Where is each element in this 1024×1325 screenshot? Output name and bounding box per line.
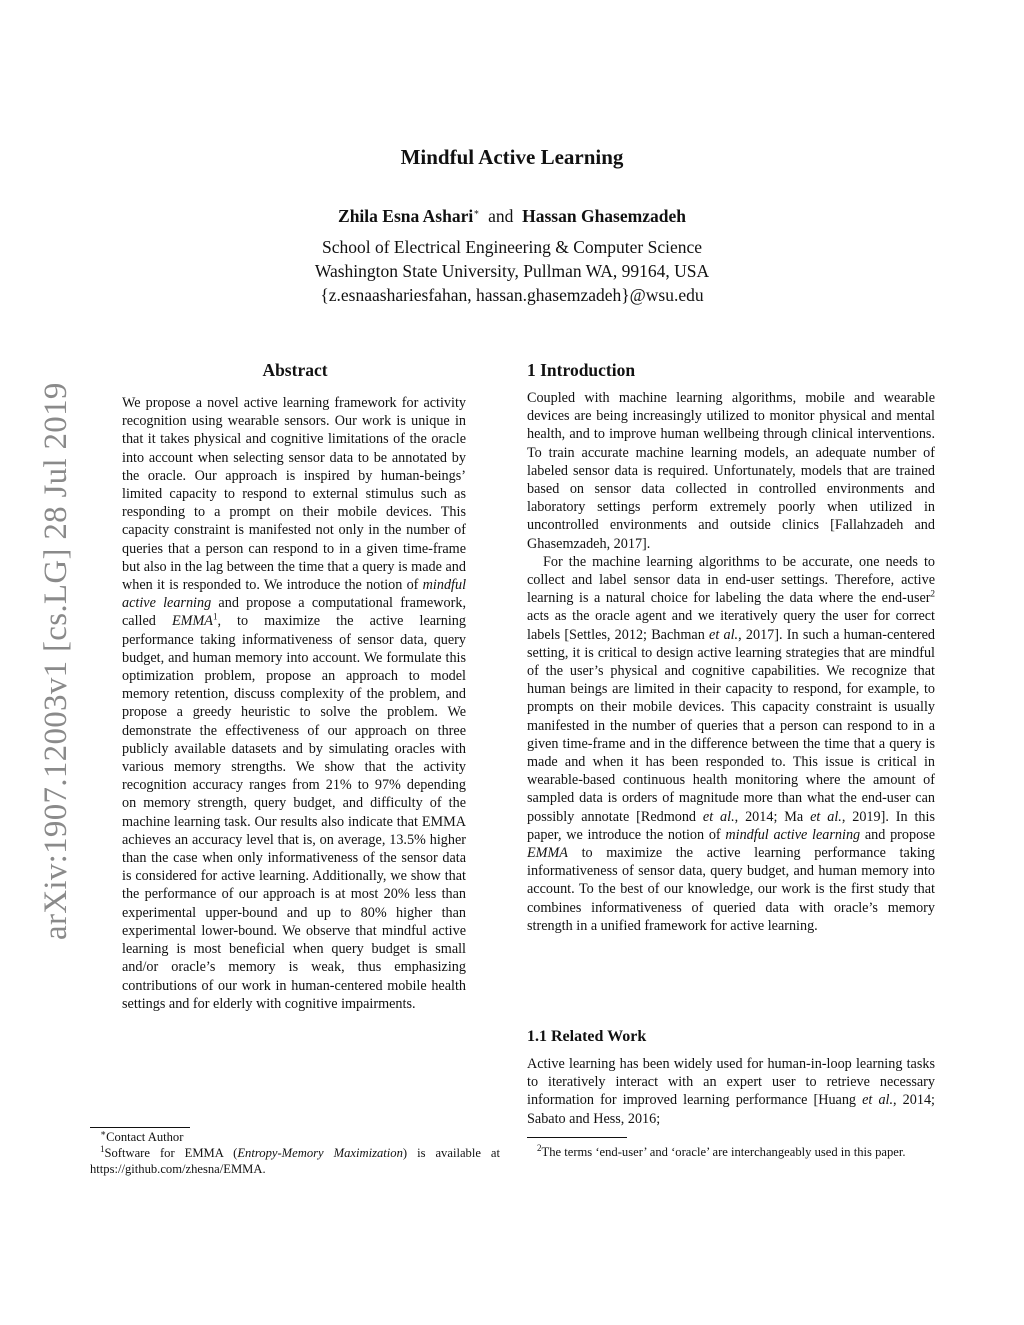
emphasis: et al. <box>709 626 739 643</box>
emphasis: et al. <box>702 808 735 825</box>
footnote-2: $^2$The terms ‘end-user’ and ‘oracle’ are interchangeably used in this paper. <box>537 1142 906 1159</box>
footnote-ref-1: 1 <box>212 611 218 622</box>
related-paragraph: Active learning has been widely used for human-in-loop learning tasks to iteratively interact with an expert user to retrieve necessary information for improved learning performance [Huang et al., 2014; Sabato and Hess, 2016; <box>527 1056 935 1127</box>
affiliation-line-2: Washington State University, Pullman WA, 99164, USA <box>314 261 710 281</box>
author-2: Hassan Ghasemzadeh <box>522 206 686 226</box>
affiliation-email: {z.esnaashariesfahan, hassan.ghasemzadeh}@wsu.edu <box>320 285 704 305</box>
footnote-ref-2: 2 <box>930 588 935 599</box>
paper-title: Mindful Active Learning <box>400 145 624 169</box>
emphasis: et al. <box>862 1092 894 1109</box>
affiliation-line-1: School of Electrical Engineering & Computer Science <box>321 237 703 257</box>
section-heading-related-work: 1.1 Related Work <box>527 1028 647 1045</box>
footnote-rule-right <box>527 1137 627 1138</box>
emphasis: et al. <box>810 808 842 825</box>
arxiv-stamp: arXiv:1907.12003v1 [cs.LG] 28 Jul 2019 <box>38 382 74 940</box>
author-line <box>0 206 1024 227</box>
intro-paragraph-2: For the machine learning algorithms to be accurate, one needs to collect and label sensor data in end-user settings. Therefore, active learning is a natural choice for labeling the data where the end-user$^2$ acts as the oracle agent and we iteratively query the user for correct labels [Settles, 2012; Bachman et al., 2017]. In such a human-centered setting, it is critical to design active learning strategies that are mindful of the user’s physical and cognitive capabilities. We recognize that human beings are limited in their capacity to respond, for example, to prompts on their mobile devices. This capacity constraint is usually manifested in the number of queries that a person can respond to in a given time-frame and in the difference between the time that a query is made and when it has been responded to. This issue is critical in wearable-based continuous health monitoring where the amount of sampled data is orders of magnitude more than what the end-user can possibly annotate [Redmond et al., 2014; Ma et al., 2019]. In this paper, we introduce the notion of mindful active learning and propose EMMA to maximize the active learning performance taking informativeness of sensor data, query budget, and human memory into account. To the best of our knowledge, our work is the first study that combines informativeness of queried data with oracle’s memory strength in a unified framework for active learning. <box>527 553 935 934</box>
author-1-mark: ∗ <box>473 207 480 218</box>
footnotes-right <box>527 1144 935 1160</box>
footnotes-left <box>90 1127 500 1177</box>
emphasis: EMMA <box>527 845 568 862</box>
intro-paragraph-1: Coupled with machine learning algorithms, mobile and wearable devices are being increasingly utilized to monitor physical and mental health, and to improve human wellbeing through clinical interventions. To train accurate machine learning models, an adequate number of labeled sensor data is required. Unfortunately, models that are trained based on sensor data collected in controlled environments and laboratory settings perform extremely poorly when utilized in uncontrolled environments and outside clinics [Fallahzadeh and Ghasemzadeh, 2017]. <box>527 390 935 552</box>
section-heading-introduction: 1 Introduction <box>527 360 636 380</box>
author-1: Zhila Esna Ashari <box>338 206 474 226</box>
emphasis: mindful active learning <box>725 826 861 843</box>
emphasis: mindful active learning <box>122 577 467 612</box>
author-and: and <box>488 206 514 226</box>
abstract-paragraph: We propose a novel active learning framework for activity recognition using wearable sensors. Our work is unique in that it takes physical and cognitive limitations of the oracle into account when selecting sensor data to be annotated by the oracle. Our approach is inspired by human-beings’ limited capacity to respond to external stimulus such as responding to a prompt on their mobile devices. This capacity constraint is manifested not only in the number of queries that a person can respond to in a given time-frame but also in the lag between the time that a query is made and when it is responded to. We introduce the notion of mindful active learning and propose a computational framework, called EMMA$^1$, to maximize the active learning performance taking informativeness of sensor data, query budget, and human memory into account. We formulate this optimization problem, propose an approach to model memory retention, discuss complexity of the problem, and propose a greedy heuristic to solve the problem. We demonstrate the effectiveness of our approach on three publicly available datasets and by simulating oracles with various memory strengths. We show that the activity recognition accuracy ranges from 21% to 97% depending on memory strength, query budget, and difficulty of the machine learning task. Our results also indicate that EMMA achieves an accuracy level that is, on average, 13.5% higher than the case when only informativeness of the sensor data is considered for active learning. Additionally, we show that the performance of our approach is at most 20% less than experimental upper-bound and up to 80% higher than experimental lower-bound. We observe that mindful active learning is most beneficial when query budget is small and/or oracle’s memory is weak, thus emphasizing contributions of our work in human-centered mobile health settings and for elderly with cognitive impairments. <box>122 395 467 1012</box>
abstract-body <box>122 394 466 1013</box>
affiliation <box>0 235 1024 307</box>
footnote-contact: ∗Contact Author <box>100 1127 184 1144</box>
related-work-body <box>527 1055 935 1128</box>
footnote-1: $^1$Software for EMMA (Entropy-Memory Maximization) is available at https://github.com/zhesna/EMMA. <box>90 1143 501 1176</box>
introduction-body <box>527 389 935 935</box>
abstract-heading: Abstract <box>262 360 328 380</box>
emphasis: EMMA <box>171 613 213 630</box>
